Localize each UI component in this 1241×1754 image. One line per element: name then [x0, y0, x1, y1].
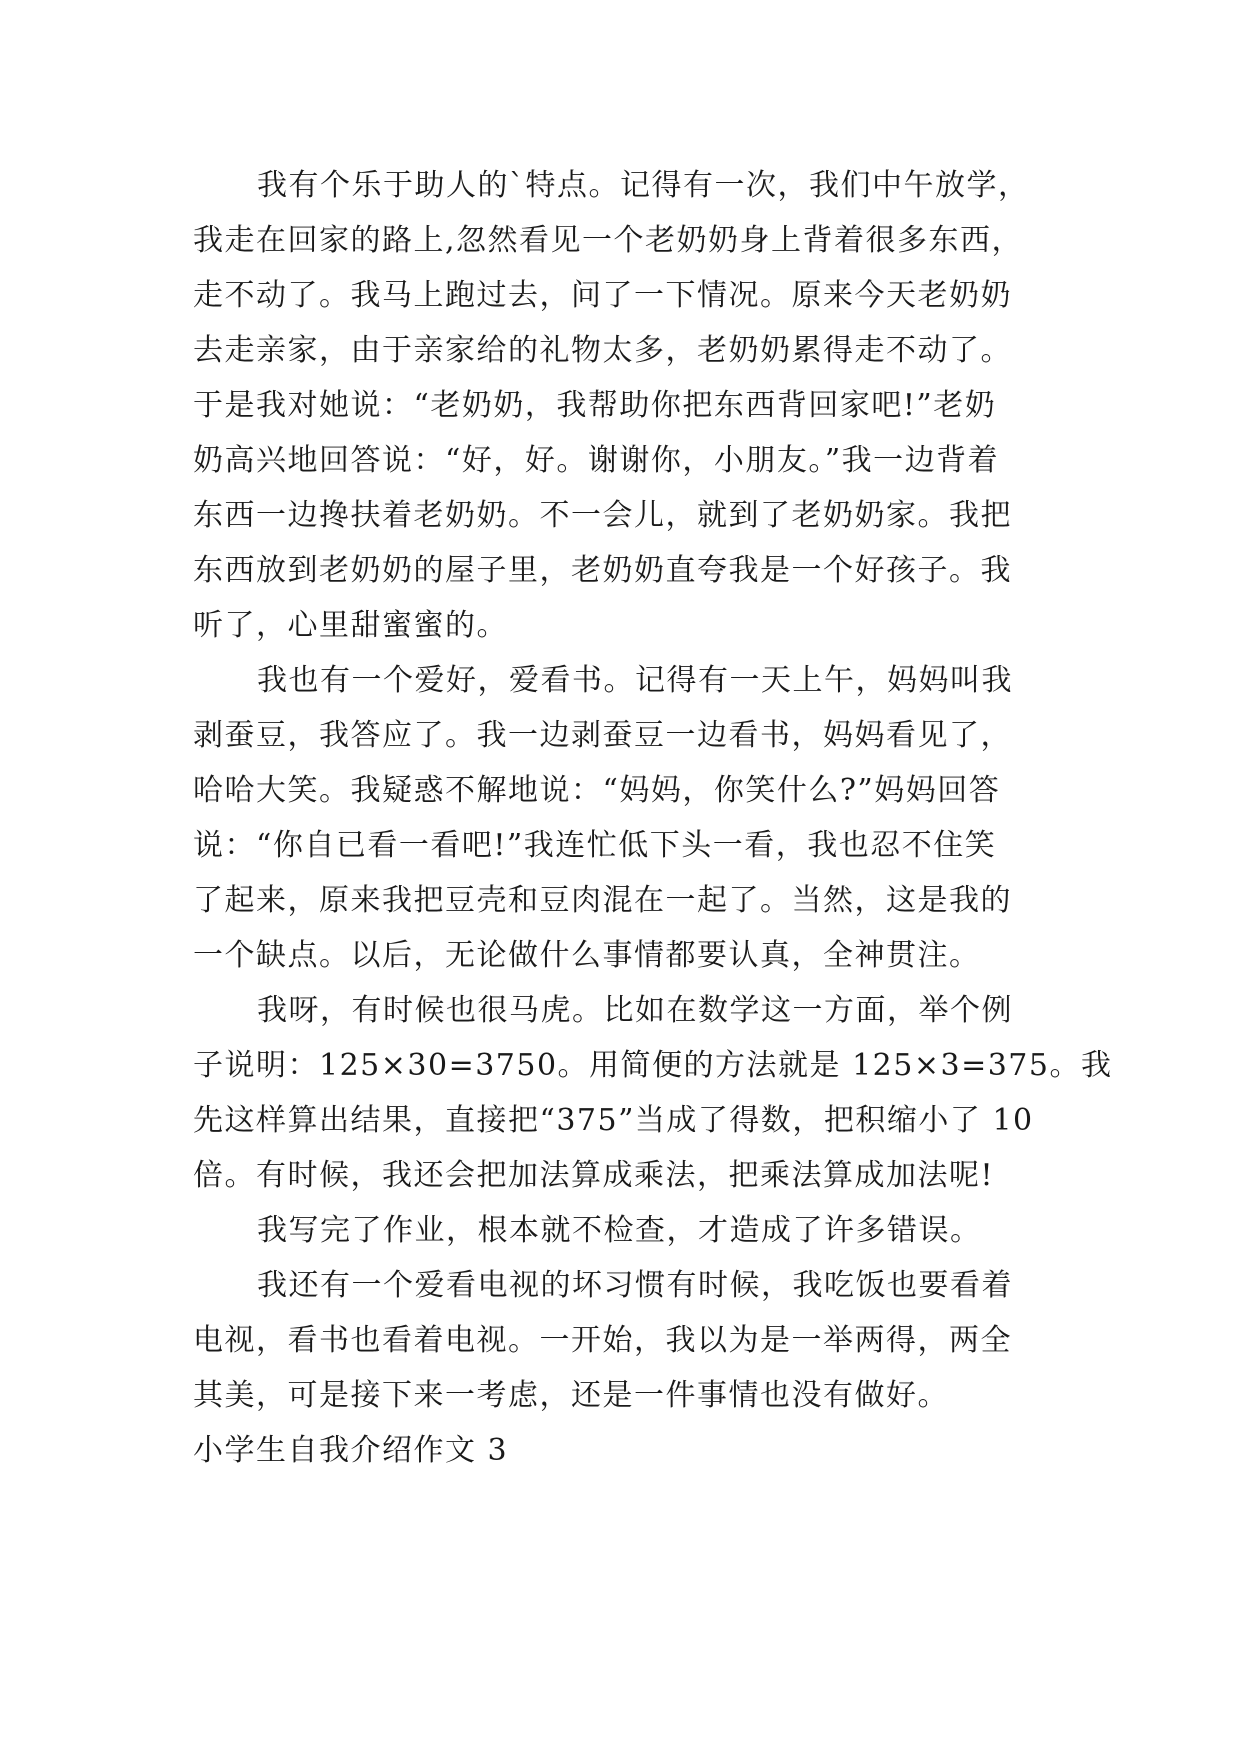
text-line: 听了，心里甜蜜蜜的。: [193, 608, 508, 643]
text-line: 我有个乐于助人的`特点。记得有一次，我们中午放学，: [257, 168, 1030, 203]
text-line: 东西一边搀扶着老奶奶。不一会儿，就到了老奶奶家。我把: [193, 498, 1012, 533]
text-line: 先这样算出结果，直接把“375”当成了得数，把积缩小了 10: [193, 1103, 1034, 1138]
text-line: 于是我对她说：“老奶奶，我帮助你把东西背回家吧!”老奶: [193, 388, 997, 423]
text-line: 哈哈大笑。我疑惑不解地说：“妈妈，你笑什么?”妈妈回答: [193, 773, 1001, 808]
text-line: 我走在回家的路上,忽然看见一个老奶奶身上背着很多东西，: [193, 223, 1024, 258]
text-line: 我呀，有时候也很马虎。比如在数学这一方面，举个例: [257, 993, 1013, 1028]
section-heading: 小学生自我介绍作文 3: [193, 1433, 509, 1468]
text-line: 去走亲家，由于亲家给的礼物太多，老奶奶累得走不动了。: [193, 333, 1012, 368]
text-line: 电视，看书也看着电视。一开始，我以为是一举两得，两全: [193, 1323, 1012, 1358]
text-line: 我还有一个爱看电视的坏习惯有时候，我吃饭也要看着: [257, 1268, 1013, 1303]
text-line: 剥蚕豆，我答应了。我一边剥蚕豆一边看书，妈妈看见了，: [193, 718, 1012, 753]
text-line: 奶高兴地回答说：“好，好。谢谢你，小朋友。”我一边背着: [193, 443, 1000, 478]
text-line: 说：“你自已看一看吧!”我连忙低下头一看，我也忍不住笑: [193, 828, 997, 863]
text-line: 了起来，原来我把豆壳和豆肉混在一起了。当然，这是我的: [193, 883, 1012, 918]
text-line: 走不动了。我马上跑过去，问了一下情况。原来今天老奶奶: [193, 278, 1012, 313]
text-line: 我也有一个爱好，爱看书。记得有一天上午，妈妈叫我: [257, 663, 1013, 698]
text-line: 一个缺点。以后，无论做什么事情都要认真，全神贯注。: [193, 938, 981, 973]
text-line: 倍。有时候，我还会把加法算成乘法，把乘法算成加法呢!: [193, 1158, 995, 1193]
text-line: 其美，可是接下来一考虑，还是一件事情也没有做好。: [193, 1378, 949, 1413]
text-line: 子说明：125×30=3750。用简便的方法就是 125×3=375。我: [193, 1048, 1113, 1083]
text-line: 东西放到老奶奶的屋子里，老奶奶直夸我是一个好孩子。我: [193, 553, 1012, 588]
text-line: 我写完了作业，根本就不检查，才造成了许多错误。: [257, 1213, 982, 1248]
